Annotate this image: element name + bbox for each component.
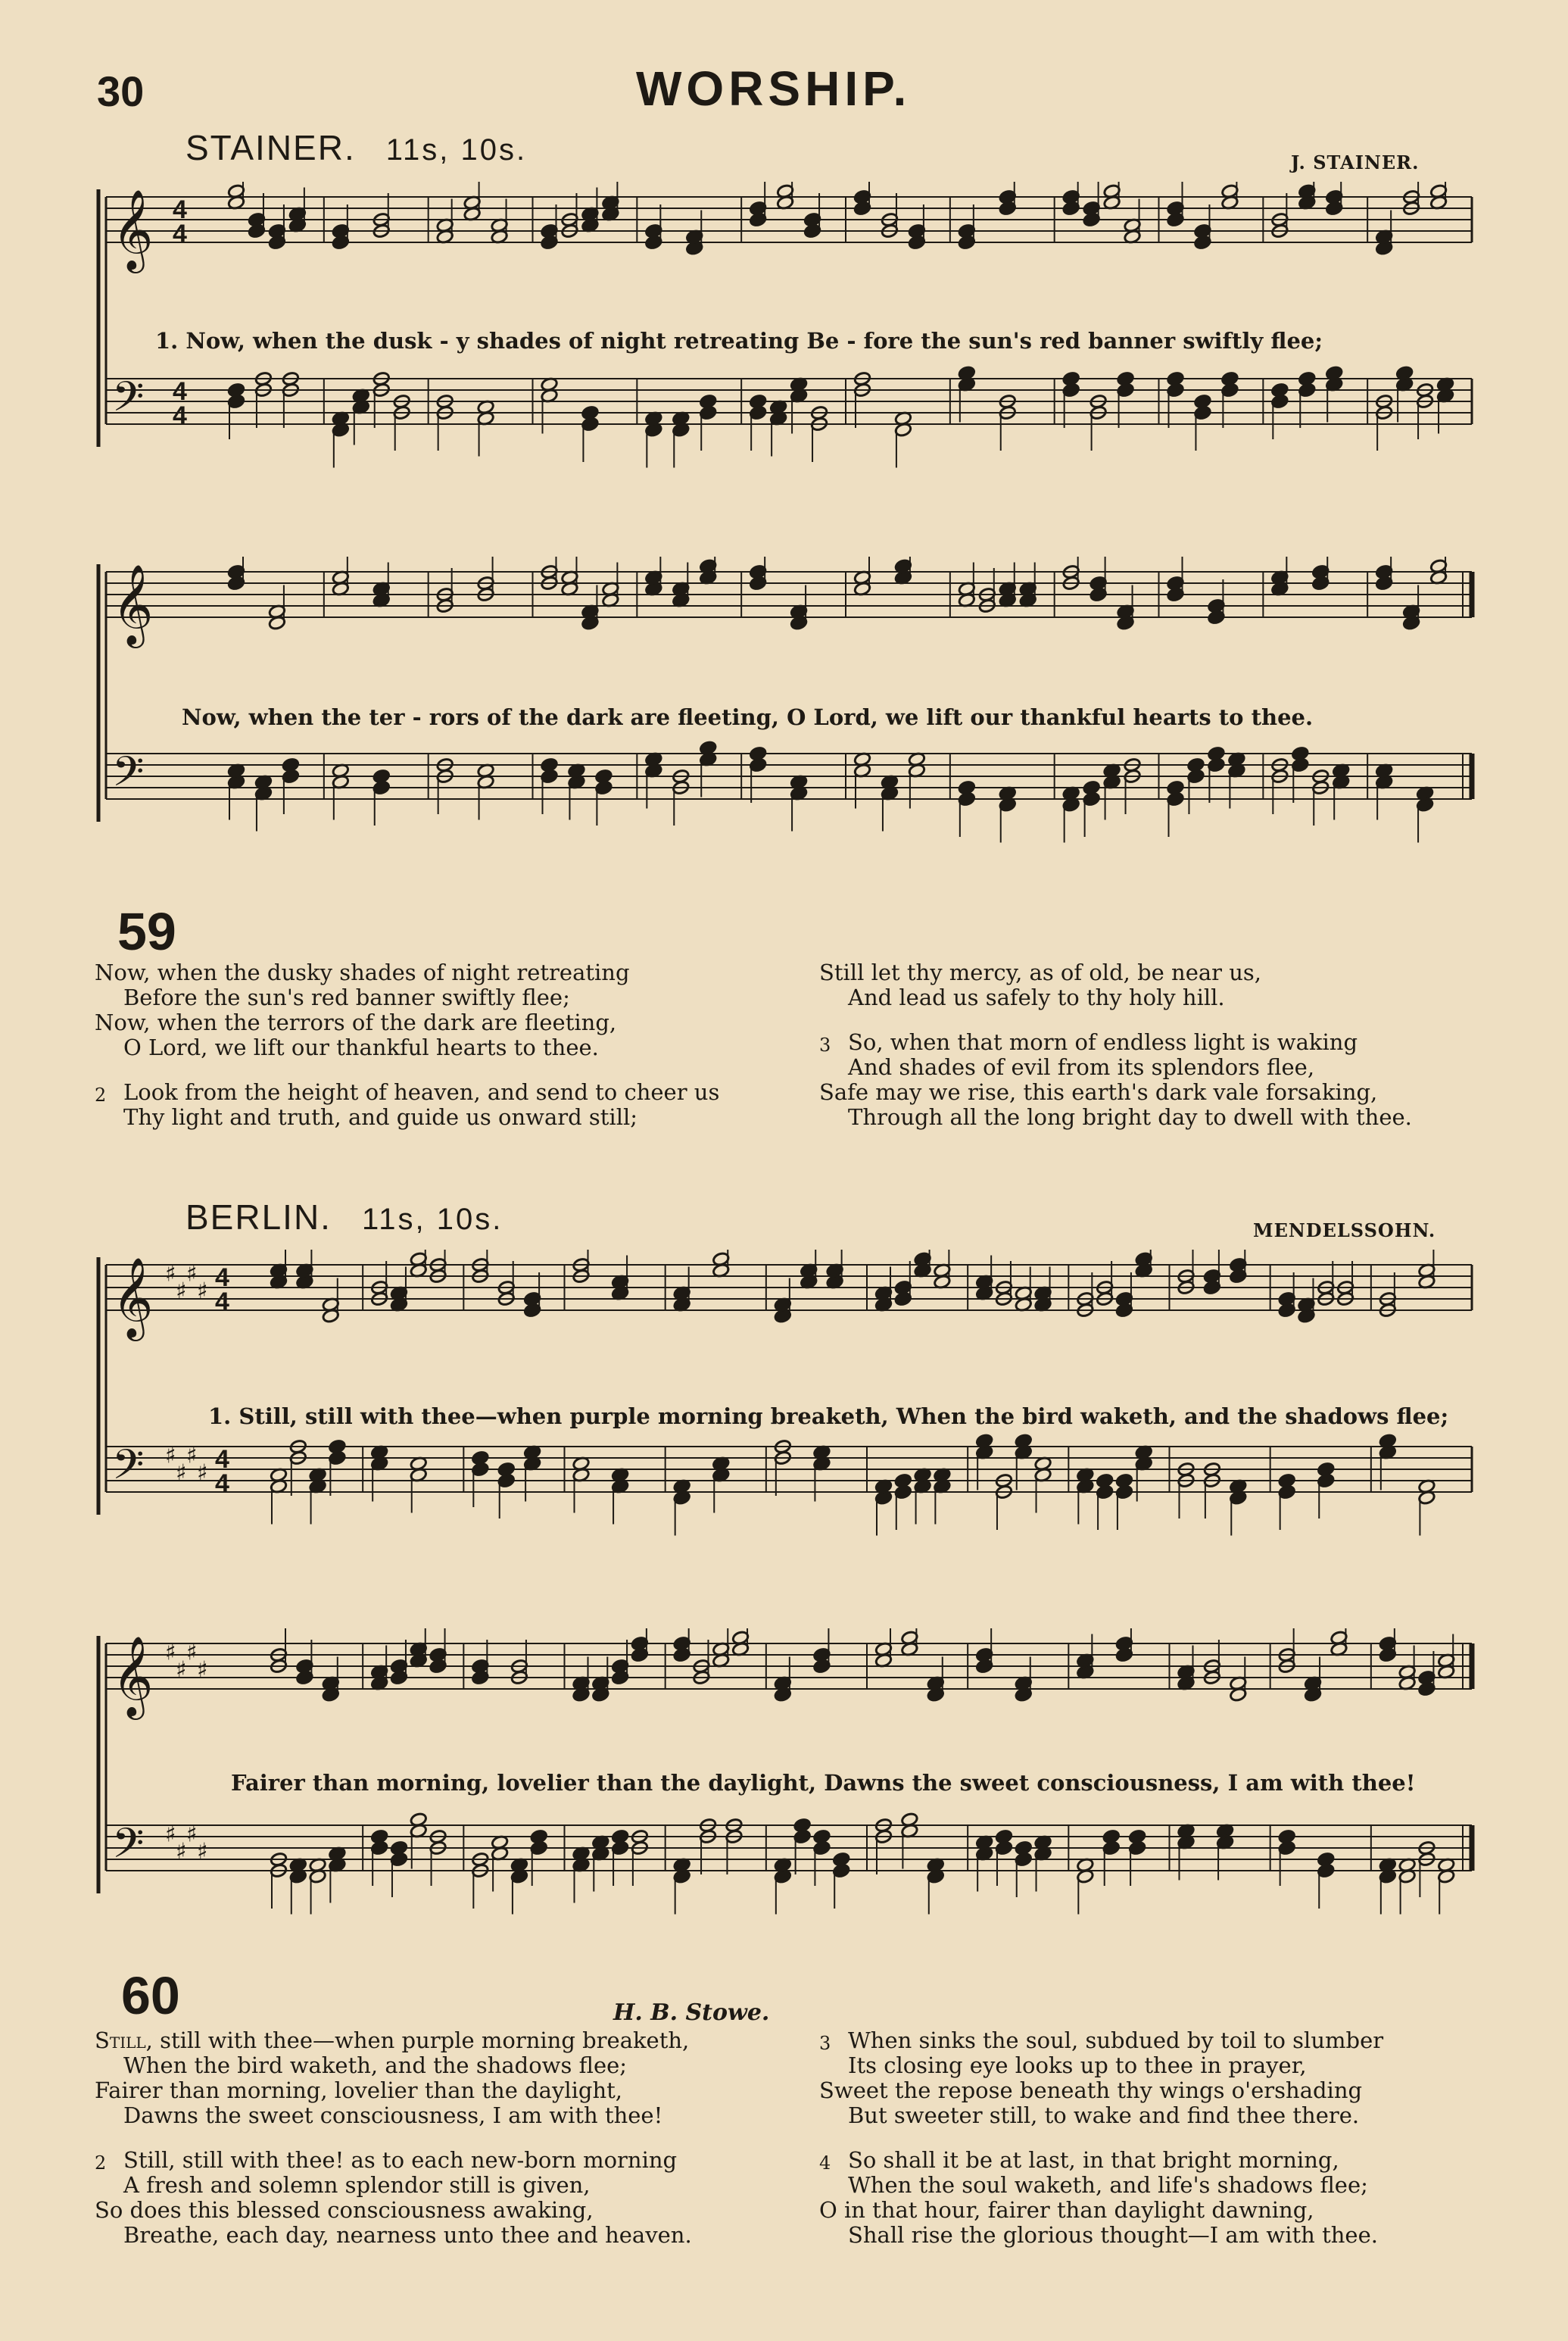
svg-text:𝄞: 𝄞	[112, 563, 154, 645]
svg-text:4: 4	[215, 1445, 229, 1474]
svg-text:𝄢: 𝄢	[112, 373, 145, 431]
svg-text:𝄞: 𝄞	[112, 189, 154, 270]
verse-line: A fresh and solemn splendor still is given,	[123, 2172, 591, 2198]
verse-line	[95, 2028, 692, 2053]
verse-line: And lead us safely to thy holy hill.	[848, 985, 1225, 1010]
svg-text:♯: ♯	[165, 1260, 176, 1288]
lyric-line-berlin-2: Fairer than morning, lovelier than the daylight, Dawns the sweet consciousness, I am with thee!	[231, 1770, 1416, 1796]
svg-text:𝄞: 𝄞	[112, 1256, 154, 1337]
verse-line: But sweeter still, to wake and find thee there.	[848, 2102, 1360, 2128]
stanza-number: 3	[819, 1035, 831, 1056]
svg-text:♯: ♯	[176, 1838, 187, 1865]
verse-text: , still with thee—when purple morning breaketh,	[145, 2027, 690, 2053]
svg-text:♯: ♯	[186, 1260, 198, 1288]
tune-meter: 11s, 10s.	[385, 133, 528, 167]
tune-name-stainer	[185, 127, 527, 168]
stanza-3	[819, 2028, 1383, 2128]
svg-text:♯: ♯	[197, 1838, 208, 1865]
verse-line	[819, 2028, 1383, 2053]
verse-line: Still let thy mercy, as of old, be near us,	[819, 960, 1262, 985]
svg-text:♯: ♯	[176, 1459, 187, 1487]
verse-line: Now, when the dusky shades of night retreating	[95, 960, 630, 985]
composer-stainer: J. STAINER.	[1291, 151, 1420, 173]
svg-text:4: 4	[215, 1288, 229, 1316]
svg-text:♯: ♯	[197, 1656, 208, 1684]
page-number: 30	[97, 67, 145, 115]
stanza-3	[819, 1030, 1412, 1130]
section-title: WORSHIP.	[636, 61, 912, 116]
svg-text:♯: ♯	[186, 1639, 198, 1666]
tune-name-berlin	[185, 1197, 503, 1238]
verse-line: Safe may we rise, this earth's dark vale forsaking,	[819, 1079, 1378, 1105]
verse-line: Now, when the terrors of the dark are fleeting,	[95, 1010, 617, 1035]
stanza-number: 3	[819, 2033, 831, 2054]
verse-line: Shall rise the glorious thought—I am with thee.	[848, 2222, 1378, 2248]
stanza-number: 2	[95, 2152, 107, 2174]
tune-meter: 11s, 10s.	[361, 1203, 503, 1236]
verse-line	[95, 2148, 692, 2173]
verse-line: Breathe, each day, nearness unto thee and heaven.	[123, 2222, 692, 2248]
drop-word: Still	[95, 2027, 146, 2053]
stanza-number: 2	[95, 1085, 107, 1106]
hymn-59-verses-right	[819, 960, 1412, 1150]
stanza-1	[95, 2028, 692, 2128]
svg-text:4: 4	[173, 220, 187, 248]
svg-text:♯: ♯	[165, 1821, 176, 1848]
verse-line: So does this blessed consciousness awaking,	[95, 2197, 594, 2223]
svg-text:𝄢: 𝄢	[112, 1440, 145, 1499]
stanza-2	[95, 2148, 692, 2248]
svg-text:4: 4	[173, 195, 187, 224]
hymn-60-verses-right	[819, 2028, 1383, 2268]
svg-text:4: 4	[215, 1469, 229, 1498]
verse-line: O Lord, we lift our thankful hearts to thee.	[123, 1035, 599, 1060]
svg-text:♯: ♯	[165, 1639, 176, 1666]
svg-text:4: 4	[173, 377, 187, 406]
verse-line: Its closing eye looks up to thee in prayer,	[848, 2052, 1307, 2078]
lyric-line-stainer-2: Now, when the ter - rors of the dark are fleeting, O Lord, we lift our thankful hearts to thee.	[182, 704, 1314, 730]
verse-line: O in that hour, fairer than daylight dawning,	[819, 2197, 1314, 2223]
verse-line	[819, 2148, 1383, 2173]
stanza-1	[95, 960, 719, 1060]
svg-text:♯: ♯	[197, 1278, 208, 1305]
lyric-line-stainer-1: 1. Now, when the dusk - y shades of night retreating Be - fore the sun's red banner swiftly flee;	[155, 328, 1323, 354]
lyric-line-berlin-1: 1. Still, still with thee—when purple morning breaketh, When the bird waketh, and the shadows flee;	[208, 1403, 1449, 1429]
svg-text:𝄢: 𝄢	[112, 748, 145, 806]
verse-text: Look from the height of heaven, and send to cheer us	[123, 1079, 720, 1105]
verse-line: When the soul waketh, and life's shadows flee;	[848, 2172, 1368, 2198]
hymn-60-verses-left	[95, 2028, 692, 2268]
svg-text:♯: ♯	[165, 1442, 176, 1469]
svg-text:♯: ♯	[186, 1821, 198, 1848]
svg-text:♯: ♯	[197, 1459, 208, 1487]
hymn-author: H. B. Stowe.	[613, 1999, 770, 2026]
svg-text:♯: ♯	[176, 1278, 187, 1305]
verse-text: When sinks the soul, subdued by toil to slumber	[848, 2027, 1384, 2053]
verse-line: And shades of evil from its splendors flee,	[848, 1054, 1315, 1080]
verse-line: Fairer than morning, lovelier than the daylight,	[95, 2077, 622, 2103]
verse-text: So shall it be at last, in that bright morning,	[848, 2147, 1339, 2173]
stanza-2	[95, 1080, 719, 1130]
stanza-4	[819, 2148, 1383, 2248]
hymn-number-59: 59	[117, 902, 176, 961]
svg-text:𝄞: 𝄞	[112, 1635, 154, 1716]
verse-line: Dawns the sweet consciousness, I am with thee!	[123, 2102, 663, 2128]
tune-name-text: STAINER.	[185, 128, 356, 167]
composer-berlin: MENDELSSOHN.	[1253, 1219, 1436, 1241]
verse-text: Still, still with thee! as to each new-born morning	[123, 2147, 678, 2173]
verse-line: Sweet the repose beneath thy wings o'ershading	[819, 2077, 1363, 2103]
stanza-number: 4	[819, 2152, 831, 2174]
svg-text:𝄢: 𝄢	[112, 1819, 145, 1877]
verse-line: Thy light and truth, and guide us onward still;	[123, 1104, 638, 1130]
svg-text:4: 4	[173, 401, 187, 430]
stanza-2-cont	[819, 960, 1412, 1010]
verse-line	[819, 1030, 1412, 1055]
tune-name-text: BERLIN.	[185, 1197, 332, 1237]
verse-line	[95, 1080, 719, 1105]
svg-text:♯: ♯	[186, 1442, 198, 1469]
verse-line: Through all the long bright day to dwell with thee.	[848, 1104, 1412, 1130]
svg-text:♯: ♯	[176, 1656, 187, 1684]
hymn-59-verses-left	[95, 960, 719, 1150]
verse-text: So, when that morn of endless light is waking	[848, 1029, 1358, 1055]
svg-text:4: 4	[215, 1263, 229, 1292]
hymn-number-60: 60	[121, 1966, 180, 2025]
verse-line: When the bird waketh, and the shadows flee;	[123, 2052, 628, 2078]
verse-line: Before the sun's red banner swiftly flee;	[123, 985, 570, 1010]
